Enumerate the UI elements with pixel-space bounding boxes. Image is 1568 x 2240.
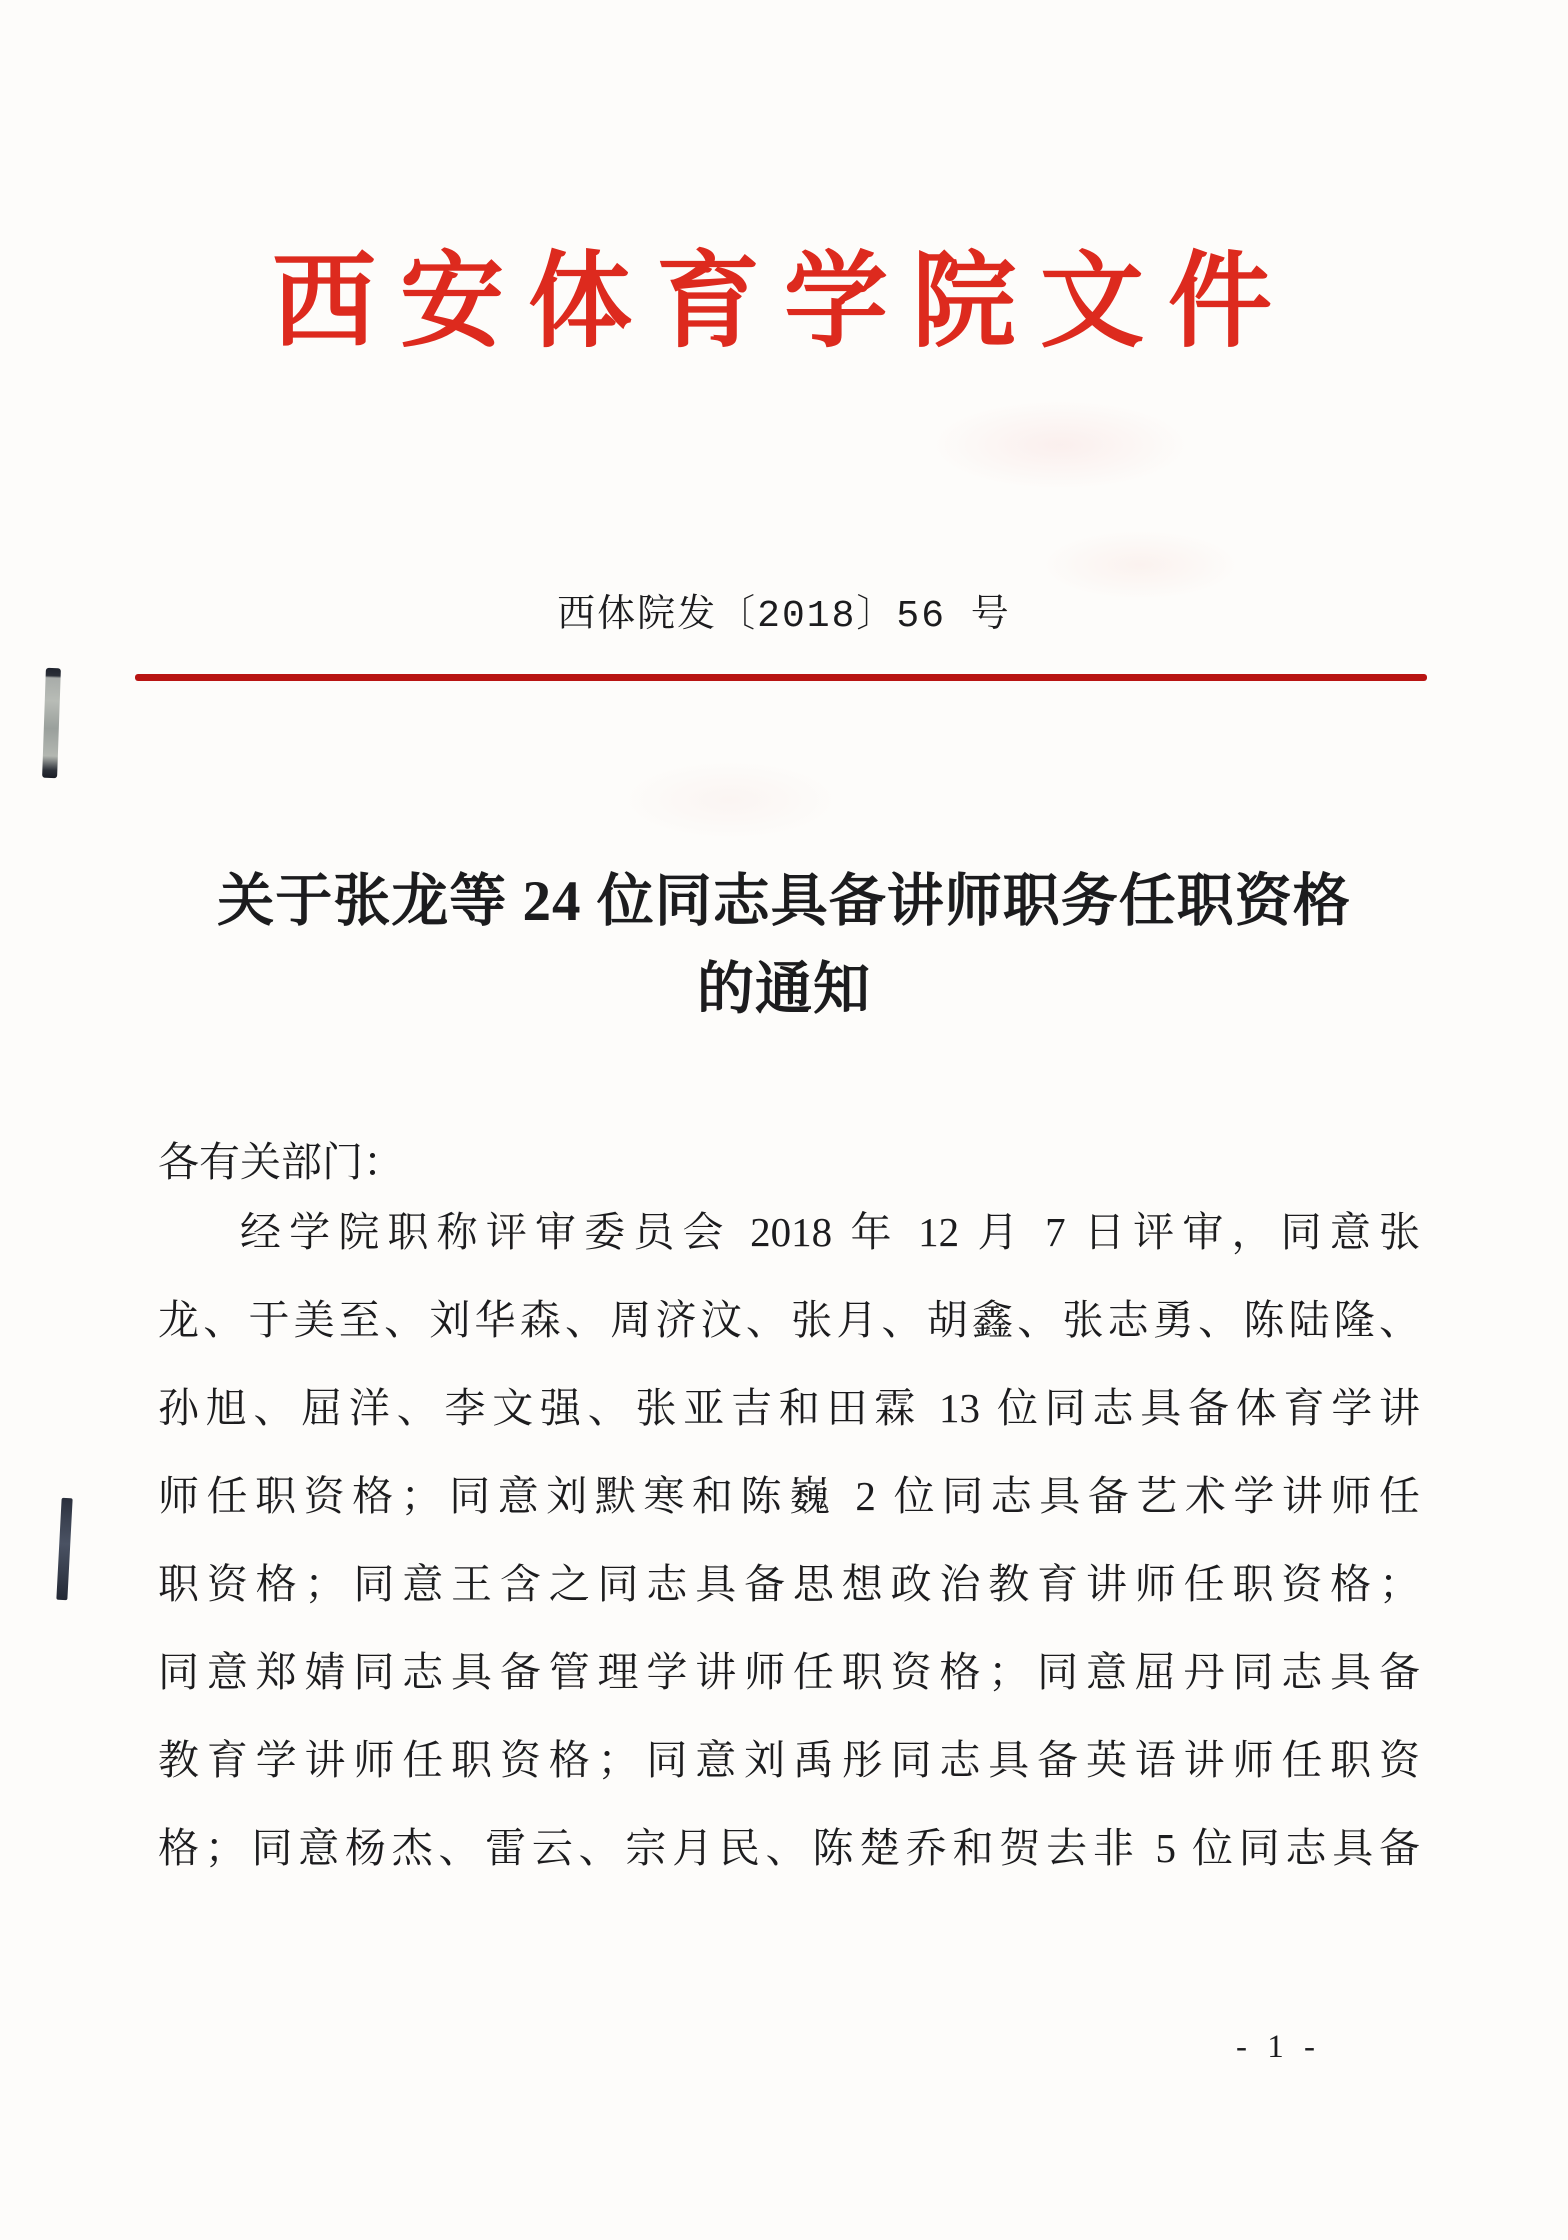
- document-title: [104, 858, 1464, 1034]
- body-line: 格；同意杨杰、雷云、宗月民、陈楚乔和贺去非 5 位同志具备: [158, 1825, 1420, 1871]
- document-title-line2: 的通知: [697, 958, 871, 1021]
- body-line: 经学院职称评审委员会 2018 年 12 月 7 日评审，同意张: [240, 1209, 1420, 1255]
- scan-smudge: [620, 760, 840, 840]
- body-line: 孙旭、屈洋、李文强、张亚吉和田霖 13 位同志具备体育学讲: [158, 1385, 1420, 1431]
- body-line: 同意郑婧同志具备管理学讲师任职资格；同意屈丹同志具备: [158, 1649, 1420, 1695]
- body-line: 教育学讲师任职资格；同意刘禹彤同志具备英语讲师任职资: [158, 1737, 1420, 1783]
- doc-number: 西体院发〔2018〕56 号: [557, 595, 1011, 638]
- staple-mark-top: [42, 668, 61, 778]
- red-divider-rule: [135, 674, 1427, 681]
- salutation: 各有关部门：: [158, 1139, 404, 1185]
- scan-smudge: [930, 400, 1190, 490]
- document-title-line1: 关于张龙等 24 位同志具备讲师职务任职资格: [217, 870, 1351, 933]
- body-line: 职资格；同意王含之同志具备思想政治教育讲师任职资格；: [158, 1561, 1420, 1607]
- org-title: 西安体育学院文件: [271, 245, 1296, 360]
- body-paragraph: [158, 1188, 1420, 1892]
- page-number: - 1 -: [1236, 2029, 1321, 2065]
- staple-mark-bottom: [56, 1498, 72, 1600]
- body-line: 龙、于美至、刘华森、周济汶、张月、胡鑫、张志勇、陈陆隆、: [158, 1297, 1420, 1343]
- body-line: 师任职资格；同意刘默寒和陈巍 2 位同志具备艺术学讲师任: [158, 1473, 1420, 1519]
